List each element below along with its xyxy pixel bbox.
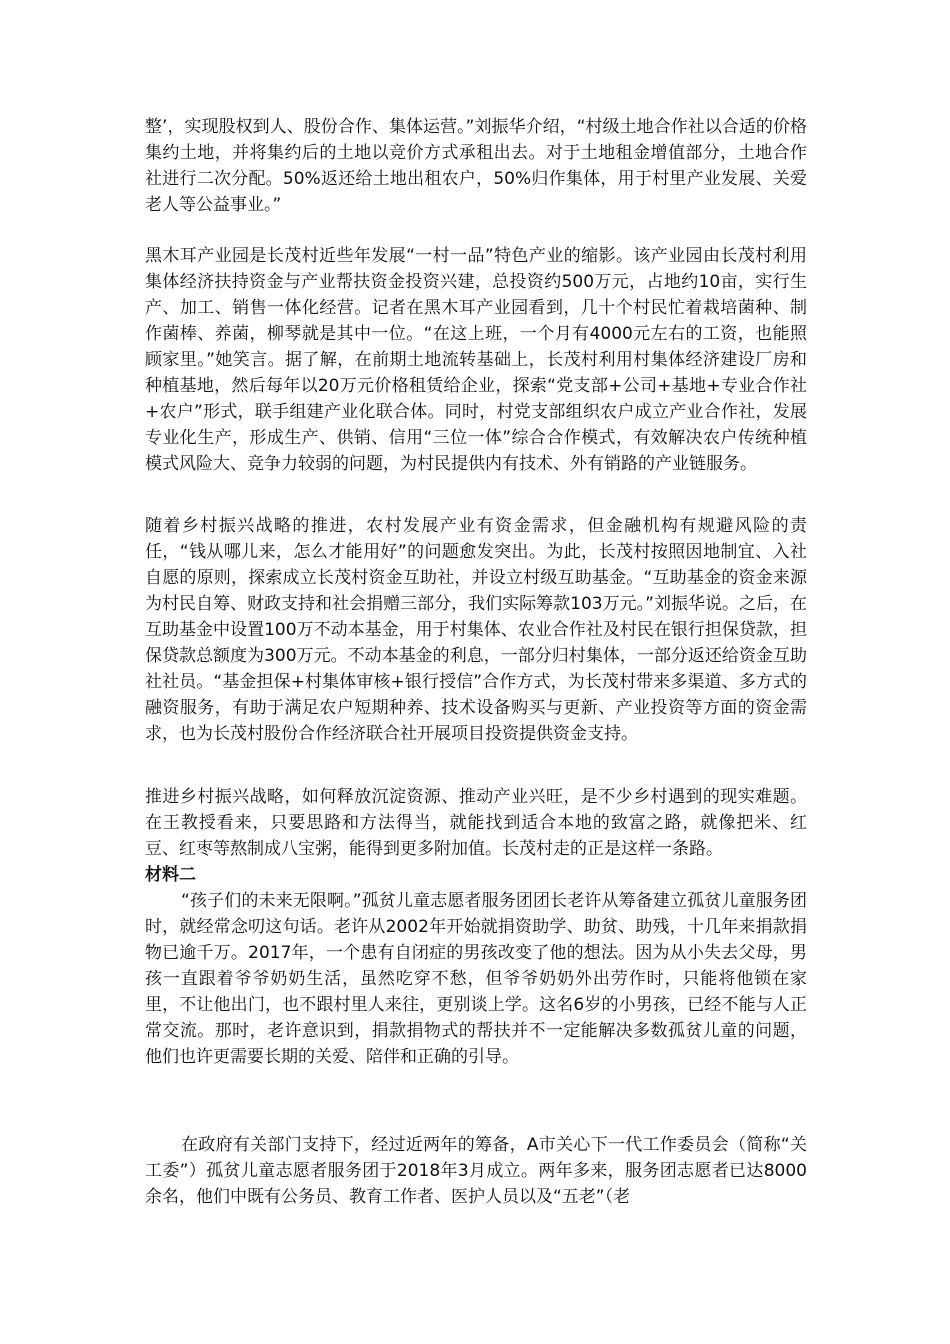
paragraph-rural-revitalization: 推进乡村振兴战略，如何释放沉淀资源、推动产业兴旺，是不少乡村遇到的现实难题。在王教授看来，只要思路和方法得当，就能找到适合本地的致富之路，就像把米、红豆、红枣等熬制成八宝粥，能得到更多附加值。长茂村走的正是这样一条路。 [145,787,807,859]
paragraph-land-cooperative: 整’，实现股权到人、股份合作、集体运营。”刘振华介绍，“村级土地合作社以合适的价格集约土地，并将集约后的土地以竞价方式承租出去。对于土地租金增值部分，土地合作社进行二次分配。50%返还给土地出租农户，50%归作集体，用于村里产业发展、关爱老人等公益事业。” [145,117,807,215]
paragraph-service-team: 在政府有关部门支持下，经过近两年的筹备，A市关心下一代工作委员会（简称“关工委”）孤贫儿童志愿者服务团于2018年3月成立。两年多来，服务团志愿者已达8000余名，他们中既有公务员、教育工作者、医护人员以及“五老”（老 [145,1135,807,1207]
paragraph-volunteer-leader: “孩子们的未来无限啊。”孤贫儿童志愿者服务团团长老许从筹备建立孤贫儿童服务团时，就经常念叨这句话。老许从2002年开始就捐资助学、助贫、助残，十几年来捐款捐物已逾千万。2017年，一个患有自闭症的男孩改变了他的想法。因为从小失去父母，男孩一直跟着爷爷奶奶生活，虽然吃穿不愁，但爷爷奶奶外出劳作时，只能将他锁在家里，不让他出门，也不跟村里人来往，更别谈上学。这名6岁的小男孩，已经不能与人正常交流。那时，老许意识到，捐款捐物式的帮扶并不一定能解决多数孤贫儿童的问题，他们也许更需要长期的关爱、陪伴和正确的引导。 [145,891,807,1067]
section-heading-material-two: 材料二 [145,865,196,885]
paragraph-mutual-aid-fund: 随着乡村振兴战略的推进，农村发展产业有资金需求，但金融机构有规避风险的责任，“钱从哪儿来，怎么才能用好”的问题愈发突出。为此，长茂村按照因地制宜、入社自愿的原则，探索成立长茂村资金互助社，并设立村级互助基金。“互助基金的资金来源为村民自筹、财政支持和社会捐赠三部分，我们实际筹款103万元。”刘振华说。之后，在互助基金中设置100万不动本基金，用于村集体、农业合作社及村民在银行担保贷款，担保贷款总额度为300万元。不动本基金的利息，一部分归村集体，一部分返还给资金互助社社员。“基金担保+村集体审核+银行授信”合作方式，为长茂村带来多渠道、多方式的融资服务，有助于满足农户短期种养、技术设备购买与更新、产业投资等方面的资金需求，也为长茂村股份合作经济联合社开展项目投资提供资金支持。 [145,516,807,744]
paragraph-black-fungus-park: 黑木耳产业园是长茂村近些年发展“一村一品”特色产业的缩影。该产业园由长茂村利用集体经济扶持资金与产业帮扶资金投资兴建，总投资约500万元，占地约10亩，实行生产、加工、销售一体化经营。记者在黑木耳产业园看到，几十个村民忙着栽培菌种、制作菌棒、养菌，柳琴就是其中一位。“在这上班，一个月有4000元左右的工资，也能照顾家里。”她笑言。据了解，在前期土地流转基础上，长茂村利用村集体经济建设厂房和种植基地，然后每年以20万元价格租赁给企业，探索“党支部+公司+基地+专业合作社+农户”形式，联手组建产业化联合体。同时，村党支部组织农户成立产业合作社，发展专业化生产，形成生产、供销、信用“三位一体”综合合作模式，有效解决农户传统种植模式风险大、竞争力较弱的问题，为村民提供内有技术、外有销路的产业链服务。 [145,246,807,474]
